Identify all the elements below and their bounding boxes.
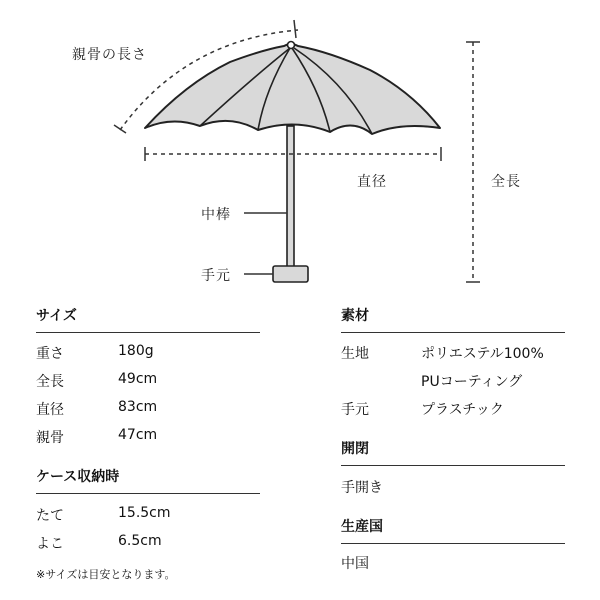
umbrella-shaft: [287, 126, 294, 271]
material-label-fabric: 生地: [341, 346, 369, 362]
origin-section-title: 生産国: [341, 519, 383, 535]
size-divider: [36, 332, 260, 333]
case-label-height: たて: [36, 508, 64, 524]
opening-divider: [341, 465, 565, 466]
size-label-diameter: 直径: [36, 402, 64, 418]
case-section-title: ケース収納時: [36, 469, 120, 485]
handle-label: 手元: [201, 268, 231, 284]
origin-value: 中国: [341, 556, 369, 572]
size-label-weight: 重さ: [36, 346, 64, 362]
rib-arc-end-left: [114, 125, 126, 133]
size-label-rib: 親骨: [36, 430, 64, 446]
material-value-coating: PUコーティング: [421, 374, 523, 390]
size-label-length: 全長: [36, 374, 64, 390]
umbrella-handle: [273, 266, 308, 282]
opening-section-title: 開閉: [341, 441, 369, 457]
case-divider: [36, 493, 260, 494]
opening-value: 手開き: [341, 480, 383, 496]
material-divider: [341, 332, 565, 333]
rib-length-label: 親骨の長さ: [72, 47, 147, 63]
case-value-width: 6.5cm: [118, 533, 162, 549]
origin-divider: [341, 543, 565, 544]
rib-arc-end-right: [294, 20, 296, 38]
diameter-label: 直径: [357, 174, 387, 190]
case-value-height: 15.5cm: [118, 505, 171, 521]
size-value-diameter: 83cm: [118, 399, 158, 415]
material-section-title: 素材: [341, 308, 369, 324]
size-section-title: サイズ: [36, 308, 77, 324]
material-value-fabric: ポリエステル100%: [421, 346, 544, 362]
umbrella-canopy: [145, 44, 440, 134]
size-value-length: 49cm: [118, 371, 158, 387]
material-label-handle: 手元: [341, 402, 369, 418]
total-length-label: 全長: [491, 174, 521, 190]
shaft-label: 中棒: [201, 207, 231, 223]
size-disclaimer-note: ※サイズは目安となります。: [36, 568, 176, 581]
size-value-weight: 180g: [118, 343, 154, 359]
case-label-width: よこ: [36, 536, 64, 552]
size-value-rib: 47cm: [118, 427, 158, 443]
umbrella-tip: [288, 42, 295, 49]
material-value-handle: プラスチック: [421, 402, 504, 418]
